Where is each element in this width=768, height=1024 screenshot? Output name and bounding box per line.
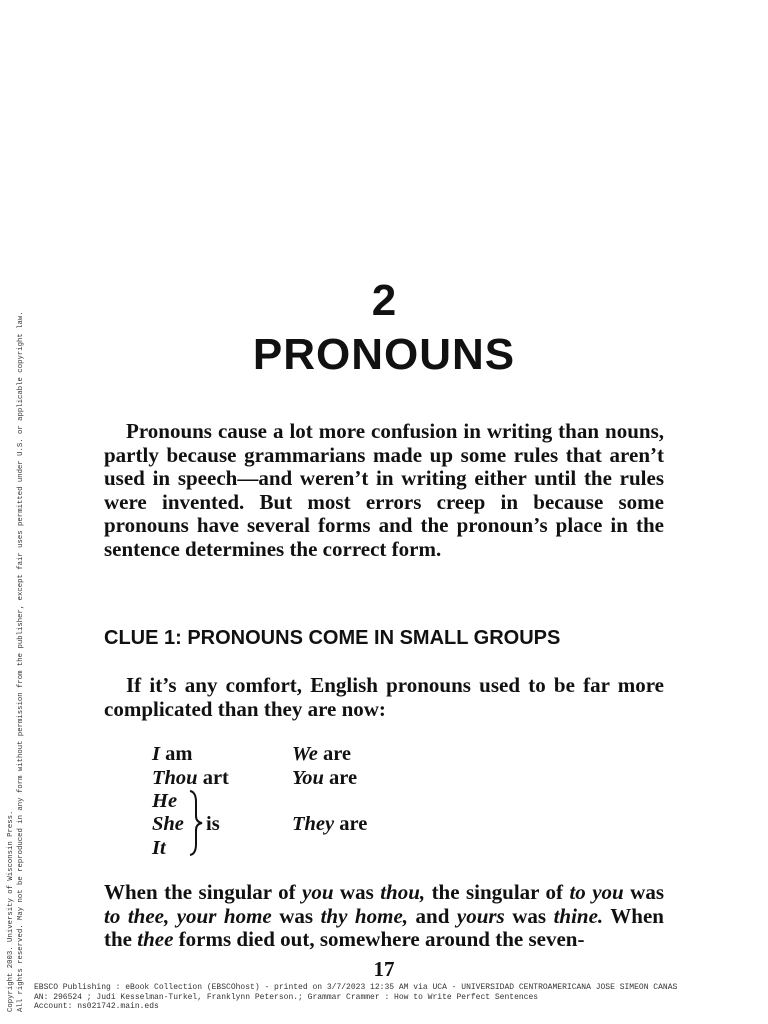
verb-is: is: [206, 813, 220, 835]
italic-seg: thou,: [380, 880, 426, 904]
italic-seg: thy home,: [320, 903, 409, 928]
verb-are-we: are: [317, 743, 352, 765]
section-heading: CLUE 1: PRONOUNS COME IN SMALL GROUPS: [104, 627, 561, 649]
pronoun-i: I: [152, 743, 160, 765]
copyright-line-1: Copyright 2003. University of Wisconsin Press.: [7, 810, 15, 1012]
chapter-title: PRONOUNS: [252, 330, 516, 379]
italic-seg: to you: [569, 880, 624, 904]
row-they: [292, 812, 367, 836]
footer-line-1: EBSCO Publishing : eBook Collection (EBSCOhost) - printed on 3/7/2023 12:35 AM via UCA - UNIVERSIDAD CENTROAMERICANA JOSE SIMEON CANAS: [34, 983, 678, 992]
intro-text: Pronouns cause a lot more confusion in writing than nouns, partly because grammarians made up some rules that aren’t used in speech—and weren’t in writing either until the rules were invented. But most errors creep in because some pronouns have several forms and the pronoun’s place in the sentence determines the correct form.: [104, 419, 664, 561]
row-she: [152, 812, 184, 836]
ebsco-footer: [34, 983, 762, 1012]
italic-seg: you: [302, 880, 334, 904]
text-seg: was: [271, 903, 321, 928]
pronoun-we: We: [292, 743, 318, 765]
text-seg: When the singular of: [104, 880, 302, 904]
clue1-paragraph: [104, 674, 664, 721]
pronoun-they: They: [292, 813, 335, 835]
page-number: 17: [373, 957, 395, 981]
text-seg: and: [408, 903, 457, 928]
italic-seg: thine.: [553, 903, 604, 928]
verb-are-they: are: [334, 813, 368, 835]
italic-seg: yours: [456, 903, 505, 928]
pronoun-thou: Thou: [152, 767, 198, 789]
history-paragraph: [104, 881, 664, 952]
text-seg: was: [623, 880, 664, 904]
text-seg: was: [504, 903, 554, 928]
row-thou: [152, 766, 229, 790]
clue1-text: If it’s any comfort, English pronouns used to be far more complicated than they are now:: [104, 673, 664, 721]
verb-are-you: are: [323, 767, 358, 789]
row-he: [152, 789, 177, 813]
pronoun-she: She: [152, 813, 184, 835]
chapter-number: 2: [371, 276, 397, 325]
intro-paragraph: [104, 420, 664, 561]
italic-seg: thee: [137, 927, 174, 951]
verb-am: am: [159, 743, 193, 765]
pronoun-he: He: [152, 790, 178, 812]
pronoun-you: You: [292, 767, 324, 789]
footer-line-3: Account: ns021742.main.eds: [34, 1002, 159, 1011]
verb-art: art: [197, 767, 229, 789]
text-seg: was: [333, 880, 381, 904]
pronoun-it: It: [152, 837, 166, 859]
brace-icon: [186, 788, 208, 858]
row-it: [152, 836, 166, 860]
italic-seg: to thee, your home: [104, 903, 272, 928]
text-seg: When the: [104, 903, 664, 951]
row-you: [292, 766, 357, 790]
copyright-line-2: All rights reserved. May not be reproduced in any form without permission from the publisher, except fair uses permitted under U.S. or applicable copyright law.: [17, 311, 25, 1012]
text-seg: forms died out, somewhere around the seven-: [173, 927, 585, 951]
row-i: [152, 742, 192, 766]
row-we: [292, 742, 351, 766]
footer-line-2: AN: 296524 ; Judi Kesselman-Turkel, Franklynn Peterson.; Grammar Crammer : How to Write Perfect Sentences: [34, 992, 539, 1002]
text-seg: the singular of: [425, 880, 570, 904]
